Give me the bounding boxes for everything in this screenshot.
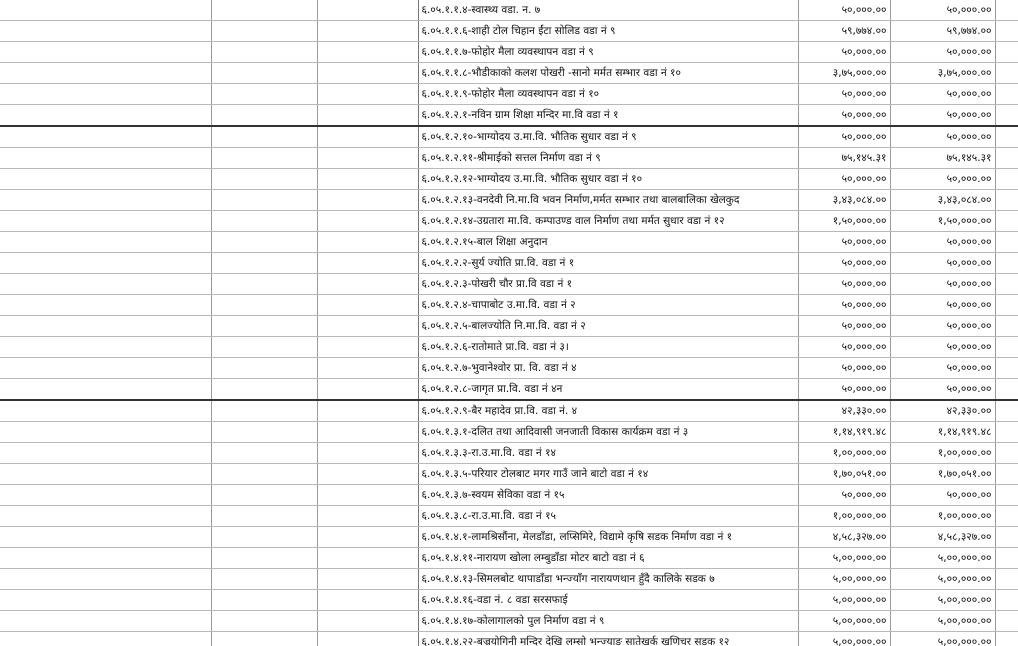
empty-cell[interactable]: [0, 190, 211, 211]
empty-cell[interactable]: [211, 63, 317, 84]
empty-cell[interactable]: [211, 295, 317, 316]
empty-cell[interactable]: [995, 506, 1018, 527]
empty-cell[interactable]: [0, 422, 211, 443]
empty-cell[interactable]: [317, 190, 418, 211]
actual-cell[interactable]: १,७०,०५१.००: [890, 464, 995, 485]
empty-cell[interactable]: [0, 443, 211, 464]
table-row[interactable]: [0, 211, 1018, 232]
table-row[interactable]: [0, 400, 1018, 422]
empty-cell[interactable]: [211, 84, 317, 105]
empty-cell[interactable]: [995, 232, 1018, 253]
table-row[interactable]: [0, 0, 1018, 21]
empty-cell[interactable]: [317, 0, 418, 21]
table-row[interactable]: [0, 590, 1018, 611]
empty-cell[interactable]: [211, 506, 317, 527]
empty-cell[interactable]: [995, 42, 1018, 63]
empty-cell[interactable]: [995, 485, 1018, 506]
description-cell[interactable]: ६.०५.१.३.३-रा.उ.मा.वि. वडा नं १४: [418, 443, 798, 464]
empty-cell[interactable]: [317, 569, 418, 590]
empty-cell[interactable]: [211, 211, 317, 232]
empty-cell[interactable]: [995, 316, 1018, 337]
table-row[interactable]: [0, 126, 1018, 148]
empty-cell[interactable]: [211, 253, 317, 274]
description-cell[interactable]: ६.०५.१.३.८-रा.उ.मा.वि. वडा नं १५: [418, 506, 798, 527]
empty-cell[interactable]: [317, 232, 418, 253]
description-cell[interactable]: ६.०५.१.२.५-बालज्योति नि.मा.वि. वडा नं २: [418, 316, 798, 337]
description-cell[interactable]: ६.०५.१.२.३-पोखरी चौर प्रा.वि वडा नं १: [418, 274, 798, 295]
actual-cell[interactable]: ३,७५,०००.००: [890, 63, 995, 84]
empty-cell[interactable]: [995, 21, 1018, 42]
empty-cell[interactable]: [317, 211, 418, 232]
description-cell[interactable]: ६.०५.१.२.८-जागृत प्रा.वि. वडा नं ४न: [418, 379, 798, 401]
description-cell[interactable]: ६.०५.१.२.७-भुवानेश्वोर प्रा. वि. वडा नं ४: [418, 358, 798, 379]
budget-cell[interactable]: १,७०,०५१.००: [798, 464, 890, 485]
description-cell[interactable]: ६.०५.१.१.९-फोहोर मैला व्यवस्थापन वडा नं १०: [418, 84, 798, 105]
empty-cell[interactable]: [0, 0, 211, 21]
budget-cell[interactable]: ५०,०००.००: [798, 274, 890, 295]
description-cell[interactable]: ६.०५.१.४.१३-सिमलबोट थापाडाँडा भन्ज्याँग नारायणथान हुँदै कालिके सडक ७: [418, 569, 798, 590]
actual-cell[interactable]: ५०,०००.००: [890, 169, 995, 190]
table-row[interactable]: [0, 84, 1018, 105]
budget-cell[interactable]: ५०,०००.००: [798, 358, 890, 379]
description-cell[interactable]: ६.०५.१.१.४-स्वास्थ्य वडा. न. ७: [418, 0, 798, 21]
empty-cell[interactable]: [995, 569, 1018, 590]
budget-cell[interactable]: ५०,०००.००: [798, 42, 890, 63]
empty-cell[interactable]: [995, 0, 1018, 21]
budget-cell[interactable]: ५,००,०००.००: [798, 548, 890, 569]
empty-cell[interactable]: [0, 400, 211, 422]
empty-cell[interactable]: [211, 274, 317, 295]
empty-cell[interactable]: [211, 422, 317, 443]
empty-cell[interactable]: [995, 169, 1018, 190]
table-row[interactable]: [0, 548, 1018, 569]
actual-cell[interactable]: ५,००,०००.००: [890, 569, 995, 590]
empty-cell[interactable]: [0, 253, 211, 274]
table-row[interactable]: [0, 274, 1018, 295]
budget-cell[interactable]: ५०,०००.००: [798, 337, 890, 358]
empty-cell[interactable]: [995, 400, 1018, 422]
actual-cell[interactable]: ५०,०००.००: [890, 485, 995, 506]
description-cell[interactable]: ६.०५.१.४.११-नारायण खोला लम्बुडाँडा मोटर बाटो वडा नं ६: [418, 548, 798, 569]
table-row[interactable]: [0, 485, 1018, 506]
empty-cell[interactable]: [211, 42, 317, 63]
empty-cell[interactable]: [211, 443, 317, 464]
empty-cell[interactable]: [317, 295, 418, 316]
actual-cell[interactable]: ७५,१४५.३१: [890, 148, 995, 169]
description-cell[interactable]: ६.०५.१.२.१०-भाग्योदय उ.मा.वि. भौतिक सुधार वडा नं ९: [418, 126, 798, 148]
table-row[interactable]: [0, 379, 1018, 401]
table-row[interactable]: [0, 611, 1018, 632]
budget-cell[interactable]: १,००,०००.००: [798, 506, 890, 527]
table-row[interactable]: [0, 169, 1018, 190]
empty-cell[interactable]: [211, 337, 317, 358]
empty-cell[interactable]: [995, 84, 1018, 105]
actual-cell[interactable]: ४,५८,३२७.००: [890, 527, 995, 548]
table-row[interactable]: [0, 443, 1018, 464]
actual-cell[interactable]: १,००,०००.००: [890, 443, 995, 464]
empty-cell[interactable]: [211, 400, 317, 422]
description-cell[interactable]: ६.०५.१.१.७-फोहोर मैला व्यवस्थापन वडा नं ९: [418, 42, 798, 63]
empty-cell[interactable]: [0, 63, 211, 84]
actual-cell[interactable]: १,१४,९१९.४८: [890, 422, 995, 443]
empty-cell[interactable]: [317, 63, 418, 84]
empty-cell[interactable]: [317, 632, 418, 646]
actual-cell[interactable]: १,५०,०००.००: [890, 211, 995, 232]
empty-cell[interactable]: [211, 316, 317, 337]
empty-cell[interactable]: [317, 506, 418, 527]
description-cell[interactable]: ६.०५.१.२.१४-उग्रतारा मा.वि. कम्पाउण्ड वाल निर्माण तथा मर्मत सुधार वडा नं १२: [418, 211, 798, 232]
budget-cell[interactable]: ५,००,०००.००: [798, 611, 890, 632]
table-row[interactable]: [0, 422, 1018, 443]
empty-cell[interactable]: [0, 42, 211, 63]
empty-cell[interactable]: [995, 148, 1018, 169]
empty-cell[interactable]: [0, 211, 211, 232]
empty-cell[interactable]: [211, 379, 317, 401]
description-cell[interactable]: ६.०५.१.२.४-चापाबोट उ.मा.वि. वडा नं २: [418, 295, 798, 316]
budget-cell[interactable]: ५०,०००.००: [798, 379, 890, 401]
table-row[interactable]: [0, 190, 1018, 211]
budget-cell[interactable]: ५,००,०००.००: [798, 569, 890, 590]
empty-cell[interactable]: [0, 379, 211, 401]
empty-cell[interactable]: [317, 105, 418, 127]
actual-cell[interactable]: ५०,०००.००: [890, 84, 995, 105]
empty-cell[interactable]: [995, 443, 1018, 464]
empty-cell[interactable]: [211, 148, 317, 169]
empty-cell[interactable]: [995, 295, 1018, 316]
empty-cell[interactable]: [0, 126, 211, 148]
table-row[interactable]: [0, 295, 1018, 316]
budget-cell[interactable]: ५०,०००.००: [798, 232, 890, 253]
empty-cell[interactable]: [0, 232, 211, 253]
empty-cell[interactable]: [0, 105, 211, 127]
budget-cell[interactable]: ५०,०००.००: [798, 126, 890, 148]
description-cell[interactable]: ६.०५.१.२.१३-वनदेवी नि.मा.वि भवन निर्माण,मर्मत सम्भार तथा बालबालिका खेलकुद: [418, 190, 798, 211]
actual-cell[interactable]: ५,००,०००.००: [890, 590, 995, 611]
empty-cell[interactable]: [995, 611, 1018, 632]
description-cell[interactable]: ६.०५.१.३.१-दलित तथा आदिवासी जनजाती विकास कार्यक्रम वडा नं ३: [418, 422, 798, 443]
empty-cell[interactable]: [0, 295, 211, 316]
description-cell[interactable]: ६.०५.१.२.२-सुर्य ज्योति प्रा.वि. वडा नं १: [418, 253, 798, 274]
empty-cell[interactable]: [317, 611, 418, 632]
table-row[interactable]: [0, 632, 1018, 646]
actual-cell[interactable]: ३,४३,०८४.००: [890, 190, 995, 211]
empty-cell[interactable]: [0, 548, 211, 569]
actual-cell[interactable]: ५०,०००.००: [890, 295, 995, 316]
description-cell[interactable]: ६.०५.१.२.६-रातोमाते प्रा.वि. वडा नं ३।: [418, 337, 798, 358]
empty-cell[interactable]: [211, 126, 317, 148]
actual-cell[interactable]: ५०,०००.००: [890, 105, 995, 127]
table-row[interactable]: [0, 506, 1018, 527]
empty-cell[interactable]: [211, 569, 317, 590]
actual-cell[interactable]: ५०,०००.००: [890, 358, 995, 379]
empty-cell[interactable]: [0, 337, 211, 358]
empty-cell[interactable]: [211, 21, 317, 42]
empty-cell[interactable]: [317, 84, 418, 105]
empty-cell[interactable]: [317, 527, 418, 548]
empty-cell[interactable]: [211, 0, 317, 21]
actual-cell[interactable]: ५९,७७४.००: [890, 21, 995, 42]
empty-cell[interactable]: [995, 105, 1018, 127]
empty-cell[interactable]: [317, 337, 418, 358]
empty-cell[interactable]: [211, 632, 317, 646]
budget-cell[interactable]: ५०,०००.००: [798, 295, 890, 316]
empty-cell[interactable]: [317, 169, 418, 190]
empty-cell[interactable]: [211, 548, 317, 569]
table-row[interactable]: [0, 337, 1018, 358]
budget-cell[interactable]: ७५,१४५.३१: [798, 148, 890, 169]
budget-cell[interactable]: ५०,०००.००: [798, 105, 890, 127]
empty-cell[interactable]: [0, 569, 211, 590]
actual-cell[interactable]: ५,००,०००.००: [890, 548, 995, 569]
empty-cell[interactable]: [0, 274, 211, 295]
empty-cell[interactable]: [317, 590, 418, 611]
empty-cell[interactable]: [317, 379, 418, 401]
empty-cell[interactable]: [317, 422, 418, 443]
actual-cell[interactable]: ५०,०००.००: [890, 0, 995, 21]
actual-cell[interactable]: ५,००,०००.००: [890, 611, 995, 632]
empty-cell[interactable]: [0, 464, 211, 485]
empty-cell[interactable]: [211, 527, 317, 548]
budget-cell[interactable]: ५०,०००.००: [798, 253, 890, 274]
empty-cell[interactable]: [211, 485, 317, 506]
description-cell[interactable]: ६.०५.१.१.६-शाही टोल चिहान ईंटा सोलिड वडा नं ९: [418, 21, 798, 42]
empty-cell[interactable]: [0, 84, 211, 105]
description-cell[interactable]: ६.०५.१.२.११-श्रीमाईको सत्तल निर्माण वडा नं ९: [418, 148, 798, 169]
description-cell[interactable]: ६.०५.१.२.१-नविन ग्राम शिक्षा मन्दिर मा.वि वडा नं १: [418, 105, 798, 127]
empty-cell[interactable]: [211, 464, 317, 485]
empty-cell[interactable]: [995, 274, 1018, 295]
empty-cell[interactable]: [317, 485, 418, 506]
budget-cell[interactable]: ५९,७७४.००: [798, 21, 890, 42]
empty-cell[interactable]: [0, 485, 211, 506]
budget-cell[interactable]: १,१४,९१९.४८: [798, 422, 890, 443]
empty-cell[interactable]: [211, 611, 317, 632]
actual-cell[interactable]: ५०,०००.००: [890, 42, 995, 63]
empty-cell[interactable]: [317, 548, 418, 569]
empty-cell[interactable]: [995, 211, 1018, 232]
empty-cell[interactable]: [211, 190, 317, 211]
empty-cell[interactable]: [0, 590, 211, 611]
budget-cell[interactable]: १,००,०००.००: [798, 443, 890, 464]
table-row[interactable]: [0, 464, 1018, 485]
empty-cell[interactable]: [0, 316, 211, 337]
actual-cell[interactable]: ५०,०००.००: [890, 126, 995, 148]
description-cell[interactable]: ६.०५.१.४.१७-कोलागालको पुल निर्माण वडा नं ९: [418, 611, 798, 632]
budget-cell[interactable]: ३,४३,०८४.००: [798, 190, 890, 211]
empty-cell[interactable]: [995, 548, 1018, 569]
empty-cell[interactable]: [0, 21, 211, 42]
empty-cell[interactable]: [211, 590, 317, 611]
description-cell[interactable]: ६.०५.१.३.५-परियार टोलबाट मगर गाउँ जाने बाटो वडा नं १४: [418, 464, 798, 485]
empty-cell[interactable]: [0, 169, 211, 190]
empty-cell[interactable]: [995, 337, 1018, 358]
budget-cell[interactable]: १,५०,०००.००: [798, 211, 890, 232]
empty-cell[interactable]: [995, 253, 1018, 274]
description-cell[interactable]: ६.०५.१.२.१२-भाग्योदय उ.मा.वि. भौतिक सुधार वडा नं १०: [418, 169, 798, 190]
budget-cell[interactable]: ५,००,०००.००: [798, 632, 890, 646]
table-row[interactable]: [0, 253, 1018, 274]
table-row[interactable]: [0, 105, 1018, 127]
actual-cell[interactable]: ५०,०००.००: [890, 337, 995, 358]
description-cell[interactable]: ६.०५.१.४.२२-बज्रयोगिनी मन्दिर देखि लम्सो भन्ज्याङ सातेखर्क खणिचर सडक १२: [418, 632, 798, 646]
description-cell[interactable]: ६.०५.१.१.८-भौडीकाको कलश पोखरी -सानो मर्मत सम्भार वडा नं १०: [418, 63, 798, 84]
description-cell[interactable]: ६.०५.१.२.९-बैर महादेव प्रा.वि. वडा नं. ४: [418, 400, 798, 422]
table-row[interactable]: [0, 232, 1018, 253]
empty-cell[interactable]: [317, 464, 418, 485]
actual-cell[interactable]: ५,००,०००.००: [890, 632, 995, 646]
actual-cell[interactable]: ५०,०००.००: [890, 274, 995, 295]
table-row[interactable]: [0, 569, 1018, 590]
empty-cell[interactable]: [317, 253, 418, 274]
empty-cell[interactable]: [211, 169, 317, 190]
budget-cell[interactable]: ५०,०००.००: [798, 316, 890, 337]
budget-cell[interactable]: ५०,०००.००: [798, 0, 890, 21]
empty-cell[interactable]: [317, 358, 418, 379]
empty-cell[interactable]: [995, 422, 1018, 443]
empty-cell[interactable]: [0, 358, 211, 379]
description-cell[interactable]: ६.०५.१.३.७-स्वयम सेविका वडा नं १५: [418, 485, 798, 506]
empty-cell[interactable]: [995, 63, 1018, 84]
empty-cell[interactable]: [0, 148, 211, 169]
empty-cell[interactable]: [317, 148, 418, 169]
empty-cell[interactable]: [317, 443, 418, 464]
table-row[interactable]: [0, 63, 1018, 84]
budget-cell[interactable]: ४,५८,३२७.००: [798, 527, 890, 548]
empty-cell[interactable]: [995, 527, 1018, 548]
empty-cell[interactable]: [317, 42, 418, 63]
empty-cell[interactable]: [317, 126, 418, 148]
actual-cell[interactable]: ४२,३३०.००: [890, 400, 995, 422]
budget-cell[interactable]: ५०,०००.००: [798, 485, 890, 506]
empty-cell[interactable]: [995, 632, 1018, 646]
empty-cell[interactable]: [211, 105, 317, 127]
empty-cell[interactable]: [317, 316, 418, 337]
empty-cell[interactable]: [995, 358, 1018, 379]
description-cell[interactable]: ६.०५.१.४.१-लामश्रिसौंना, मेलडाँडा, लप्सिमिरे, विद्यामे कृषि सडक निर्माण वडा नं १: [418, 527, 798, 548]
actual-cell[interactable]: ५०,०००.००: [890, 316, 995, 337]
actual-cell[interactable]: ५०,०००.००: [890, 232, 995, 253]
budget-cell[interactable]: ५०,०००.००: [798, 169, 890, 190]
budget-cell[interactable]: ३,७५,०००.००: [798, 63, 890, 84]
empty-cell[interactable]: [317, 274, 418, 295]
empty-cell[interactable]: [995, 379, 1018, 401]
table-row[interactable]: [0, 316, 1018, 337]
table-row[interactable]: [0, 21, 1018, 42]
empty-cell[interactable]: [317, 400, 418, 422]
empty-cell[interactable]: [995, 190, 1018, 211]
actual-cell[interactable]: ५०,०००.००: [890, 379, 995, 401]
description-cell[interactable]: ६.०५.१.२.१५-बाल शिक्षा अनुदान: [418, 232, 798, 253]
table-row[interactable]: [0, 527, 1018, 548]
actual-cell[interactable]: १,००,०००.००: [890, 506, 995, 527]
budget-cell[interactable]: ५०,०००.००: [798, 84, 890, 105]
table-row[interactable]: [0, 42, 1018, 63]
empty-cell[interactable]: [0, 632, 211, 646]
empty-cell[interactable]: [0, 527, 211, 548]
empty-cell[interactable]: [995, 590, 1018, 611]
empty-cell[interactable]: [0, 611, 211, 632]
table-row[interactable]: [0, 358, 1018, 379]
table-row[interactable]: [0, 148, 1018, 169]
empty-cell[interactable]: [0, 506, 211, 527]
description-cell[interactable]: ६.०५.१.४.१६-वडा नं. ८ वडा सरसफाई: [418, 590, 798, 611]
empty-cell[interactable]: [211, 358, 317, 379]
empty-cell[interactable]: [211, 232, 317, 253]
budget-cell[interactable]: ४२,३३०.००: [798, 400, 890, 422]
empty-cell[interactable]: [317, 21, 418, 42]
budget-cell[interactable]: ५,००,०००.००: [798, 590, 890, 611]
actual-cell[interactable]: ५०,०००.००: [890, 253, 995, 274]
empty-cell[interactable]: [995, 126, 1018, 148]
empty-cell[interactable]: [995, 464, 1018, 485]
